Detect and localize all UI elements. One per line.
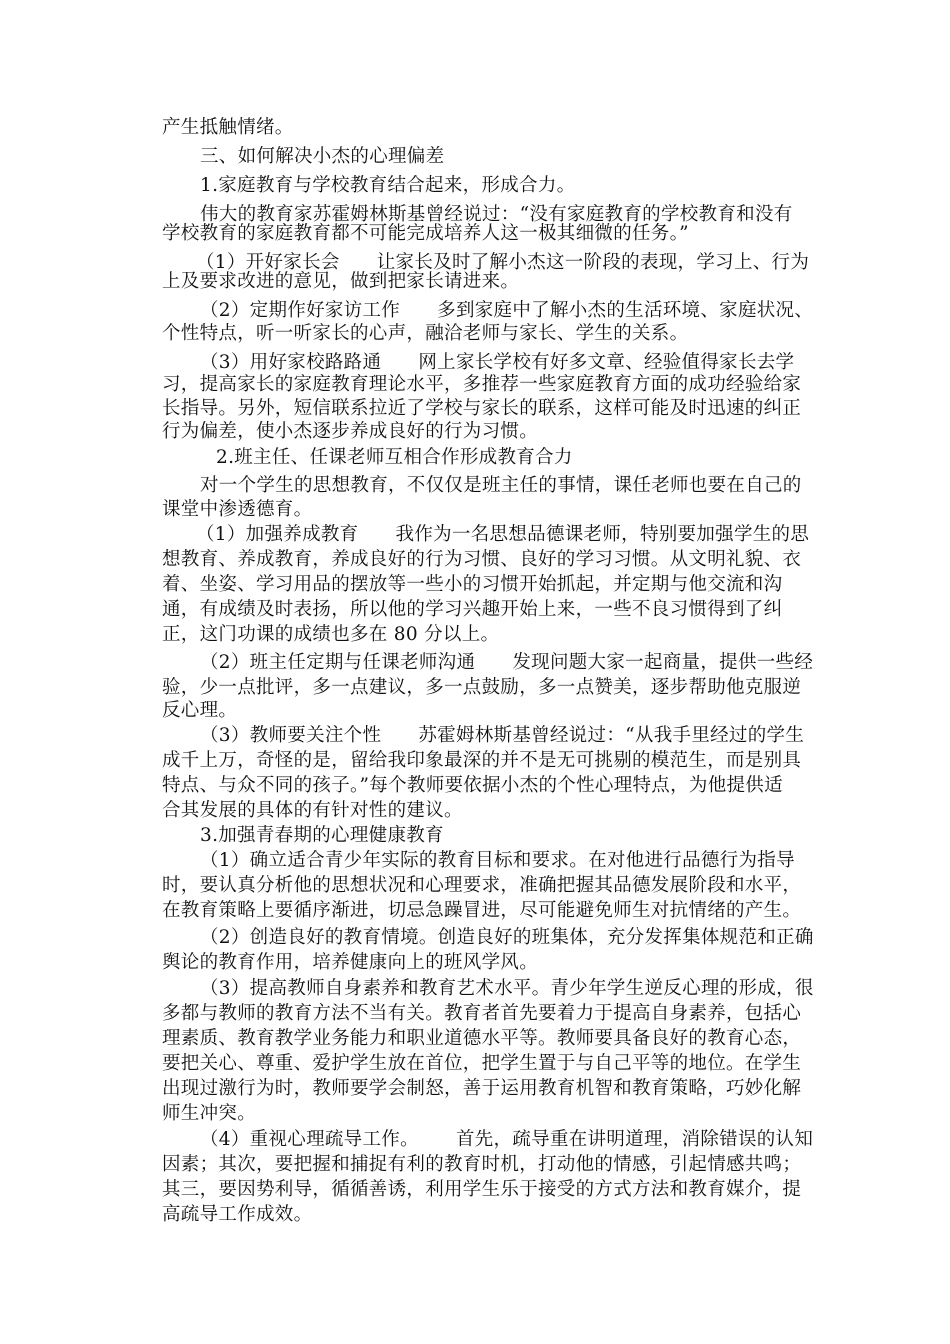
text-line: 高疏导工作成效。 xyxy=(162,1204,313,1225)
text-line: 理素质、教育教学业务能力和职业道德水平等。教师要具备良好的教育心态， xyxy=(162,1028,802,1049)
text-line: 时，要认真分析他的思想状况和心理要求，准确把握其品德发展阶段和水平， xyxy=(162,875,802,896)
subsection-heading: 2.班主任、任课老师互相合作形成教育合力 xyxy=(216,447,573,468)
text-line: （4）重视心理疏导工作。 首先，疏导重在讲明道理，消除错误的认知 xyxy=(200,1129,814,1150)
text-line: 产生抵触情绪。 xyxy=(162,117,294,138)
text-line: （1）加强养成教育 我作为一名思想品德课老师，特别要加强学生的思 xyxy=(196,524,810,545)
text-line: 学校教育的家庭教育都不可能完成培养人这一极其细微的任务。” xyxy=(162,223,689,244)
text-line: 伟大的教育家苏霍姆林斯基曾经说过：“没有家庭教育的学校教育和没有 xyxy=(200,204,793,225)
text-line: 要把关心、尊重、爱护学生放在首位，把学生置于与自己平等的地位。在学生 xyxy=(162,1053,802,1074)
text-line: （2）班主任定期与任课老师沟通 发现问题大家一起商量，提供一些经 xyxy=(200,652,814,673)
text-line: 长指导。另外，短信联系拉近了学校与家长的联系，这样可能及时迅速的纠正 xyxy=(162,398,802,419)
text-line: 验，少一点批评，多一点建议，多一点鼓励，多一点赞美，逐步帮助他克服逆 xyxy=(162,677,802,698)
text-line: 多都与教师的教育方法不当有关。教育者首先要着力于提高自身素养，包括心 xyxy=(162,1003,802,1024)
text-line: （1）开好家长会 让家长及时了解小杰这一阶段的表现，学习上、行为 xyxy=(196,252,810,273)
text-line: 想教育、养成教育，养成良好的行为习惯、良好的学习习惯。从文明礼貌、衣 xyxy=(162,549,802,570)
text-line: 合其发展的具体的有针对性的建议。 xyxy=(162,800,463,821)
subsection-heading: 3.加强青春期的心理健康教育 xyxy=(200,825,444,846)
text-line: 上及要求改进的意见，做到把家长请进来。 xyxy=(162,271,520,292)
text-line: 在教育策略上要循序渐进，切忌急躁冒进，尽可能避免师生对抗情绪的产生。 xyxy=(162,900,802,921)
text-line: （3）用好家校路路通 网上家长学校有好多文章、经验值得家长去学 xyxy=(200,352,795,373)
text-line: 出现过激行为时，教师要学会制怒，善于运用教育机智和教育策略，巧妙化解 xyxy=(162,1078,802,1099)
text-line: 因素；其次，要把握和捕捉有利的教育时机，打动他的情感，引起情感共鸣； xyxy=(162,1154,802,1175)
text-line: 正，这门功课的成绩也多在 80 分以上。 xyxy=(162,624,500,645)
text-line: 舆论的教育作用，培养健康向上的班风学风。 xyxy=(162,952,539,973)
text-line: （2）定期作好家访工作 多到家庭中了解小杰的生活环境、家庭状况、 xyxy=(200,300,814,321)
text-line: 其三，要因势利导，循循善诱，利用学生乐于接受的方式方法和教育媒介，提 xyxy=(162,1179,802,1200)
text-line: 行为偏差，使小杰逐步养成良好的行为习惯。 xyxy=(162,421,539,442)
text-line: 着、坐姿、学习用品的摆放等一些小的习惯开始抓起，并定期与他交流和沟 xyxy=(162,574,783,595)
text-line: 习，提高家长的家庭教育理论水平，多推荐一些家庭教育方面的成功经验给家 xyxy=(162,374,802,395)
text-line: （3）提高教师自身素养和教育艺术水平。青少年学生逆反心理的形成，很 xyxy=(200,978,814,999)
text-line: 个性特点，听一听家长的心声，融洽老师与家长、学生的关系。 xyxy=(162,323,689,344)
section-heading: 三、如何解决小杰的心理偏差 xyxy=(200,146,445,167)
text-line: （3）教师要关注个性 苏霍姆林斯基曾经说过：“从我手里经过的学生 xyxy=(200,725,805,746)
text-line: 通，有成绩及时表扬，所以他的学习兴趣开始上来，一些不良习惯得到了纠 xyxy=(162,599,783,620)
text-line: 课堂中渗透德育。 xyxy=(162,499,313,520)
text-line: 师生冲突。 xyxy=(162,1103,257,1124)
text-line: 反心理。 xyxy=(162,700,238,721)
text-line: 成千上万，奇怪的是，留给我印象最深的并不是无可挑剔的模范生，而是别具 xyxy=(162,750,802,771)
text-line: 对一个学生的思想教育，不仅仅是班主任的事情，课任老师也要在自己的 xyxy=(200,475,802,496)
text-line: （2）创造良好的教育情境。创造良好的班集体，充分发挥集体规范和正确 xyxy=(200,927,814,948)
text-line: （1）确立适合青少年实际的教育目标和要求。在对他进行品德行为指导 xyxy=(200,850,795,871)
text-line: 特点、与众不同的孩子。”每个教师要依据小杰的个性心理特点，为他提供适 xyxy=(162,775,783,796)
subsection-heading: 1.家庭教育与学校教育结合起来，形成合力。 xyxy=(200,175,576,196)
